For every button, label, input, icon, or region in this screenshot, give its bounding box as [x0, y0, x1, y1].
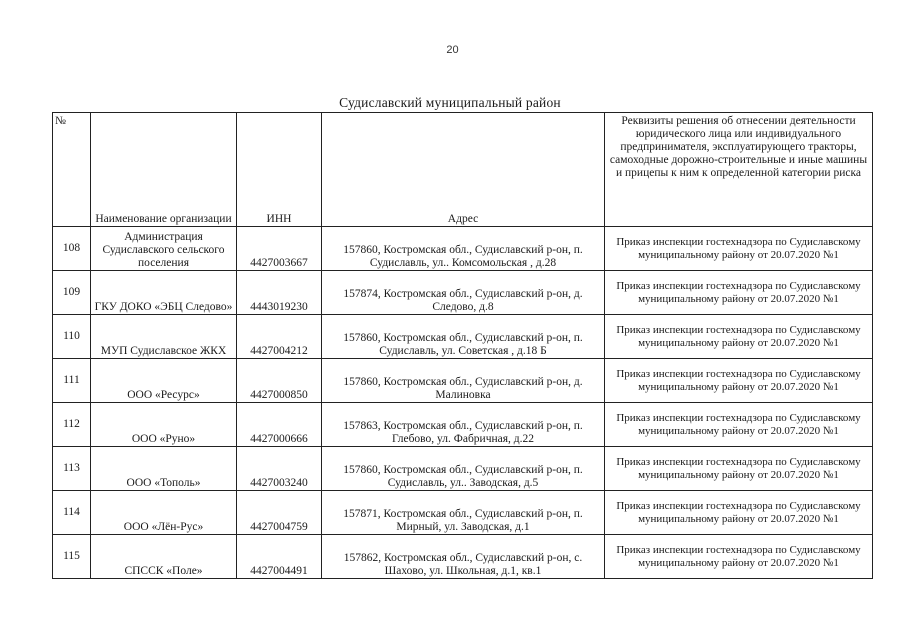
header-requisites: Реквизиты решения об отнесении деятельности юридического лица или индивидуального предпринимателя, эксплуатирующего тракторы, самоходные дорожно-строительные и иные машины и прицепы к ним к определенной категории риска	[605, 113, 873, 227]
row-name: СПССК «Поле»	[91, 535, 237, 579]
row-inn: 4427003240	[237, 447, 322, 491]
row-inn: 4427003667	[237, 227, 322, 271]
table-row	[53, 447, 873, 491]
row-number: 112	[53, 403, 91, 447]
table-row	[53, 227, 873, 271]
row-number: 114	[53, 491, 91, 535]
table-row	[53, 403, 873, 447]
row-number: 109	[53, 271, 91, 315]
header-inn: ИНН	[237, 113, 322, 227]
organizations-table	[52, 112, 873, 579]
row-requisites: Приказ инспекции гостехнадзора по Судиславскому муниципальному району от 20.07.2020 №1	[605, 447, 873, 491]
table-header-row	[53, 113, 873, 227]
row-inn: 4443019230	[237, 271, 322, 315]
row-address: 157863, Костромская обл., Судиславский р-он, п. Глебово, ул. Фабричная, д.22	[322, 403, 605, 447]
row-inn: 4427000850	[237, 359, 322, 403]
row-name: ООО «Лён-Рус»	[91, 491, 237, 535]
row-name: Администрация Судиславского сельского поселения	[91, 227, 237, 271]
row-address: 157871, Костромская обл., Судиславский р-он, п. Мирный, ул. Заводская, д.1	[322, 491, 605, 535]
table-row	[53, 535, 873, 579]
row-number: 110	[53, 315, 91, 359]
row-requisites: Приказ инспекции гостехнадзора по Судиславскому муниципальному району от 20.07.2020 №1	[605, 315, 873, 359]
row-address: 157860, Костромская обл., Судиславский р-он, д. Малиновка	[322, 359, 605, 403]
row-requisites: Приказ инспекции гостехнадзора по Судиславскому муниципальному району от 20.07.2020 №1	[605, 491, 873, 535]
row-inn: 4427000666	[237, 403, 322, 447]
row-address: 157862, Костромская обл., Судиславский р-он, с. Шахово, ул. Школьная, д.1, кв.1	[322, 535, 605, 579]
row-inn: 4427004212	[237, 315, 322, 359]
table-row	[53, 491, 873, 535]
row-requisites: Приказ инспекции гостехнадзора по Судиславскому муниципальному району от 20.07.2020 №1	[605, 227, 873, 271]
table-row	[53, 359, 873, 403]
row-name: ООО «Ресурс»	[91, 359, 237, 403]
row-address: 157860, Костромская обл., Судиславский р-он, п. Судиславль, ул. Советская , д.18 Б	[322, 315, 605, 359]
table-row	[53, 271, 873, 315]
row-number: 115	[53, 535, 91, 579]
header-no: №	[53, 113, 91, 227]
row-name: ГКУ ДОКО «ЭБЦ Следово»	[91, 271, 237, 315]
row-address: 157860, Костромская обл., Судиславский р-он, п. Судиславль, ул.. Комсомольская , д.28	[322, 227, 605, 271]
row-address: 157860, Костромская обл., Судиславский р-он, п. Судиславль, ул.. Заводская, д.5	[322, 447, 605, 491]
page-number: 20	[446, 44, 459, 56]
table-row	[53, 315, 873, 359]
row-inn: 4427004491	[237, 535, 322, 579]
row-number: 111	[53, 359, 91, 403]
row-inn: 4427004759	[237, 491, 322, 535]
row-requisites: Приказ инспекции гостехнадзора по Судиславскому муниципальному району от 20.07.2020 №1	[605, 535, 873, 579]
row-requisites: Приказ инспекции гостехнадзора по Судиславскому муниципальному району от 20.07.2020 №1	[605, 271, 873, 315]
row-name: МУП Судиславское ЖКХ	[91, 315, 237, 359]
row-address: 157874, Костромская обл., Судиславский р-он, д. Следово, д.8	[322, 271, 605, 315]
row-requisites: Приказ инспекции гостехнадзора по Судиславскому муниципальному району от 20.07.2020 №1	[605, 359, 873, 403]
header-address: Адрес	[322, 113, 605, 227]
row-number: 113	[53, 447, 91, 491]
row-name: ООО «Тополь»	[91, 447, 237, 491]
row-name: ООО «Руно»	[91, 403, 237, 447]
row-requisites: Приказ инспекции гостехнадзора по Судиславскому муниципальному району от 20.07.2020 №1	[605, 403, 873, 447]
district-title: Судиславский муниципальный район	[339, 95, 561, 110]
header-name: Наименование организации	[91, 113, 237, 227]
row-number: 108	[53, 227, 91, 271]
